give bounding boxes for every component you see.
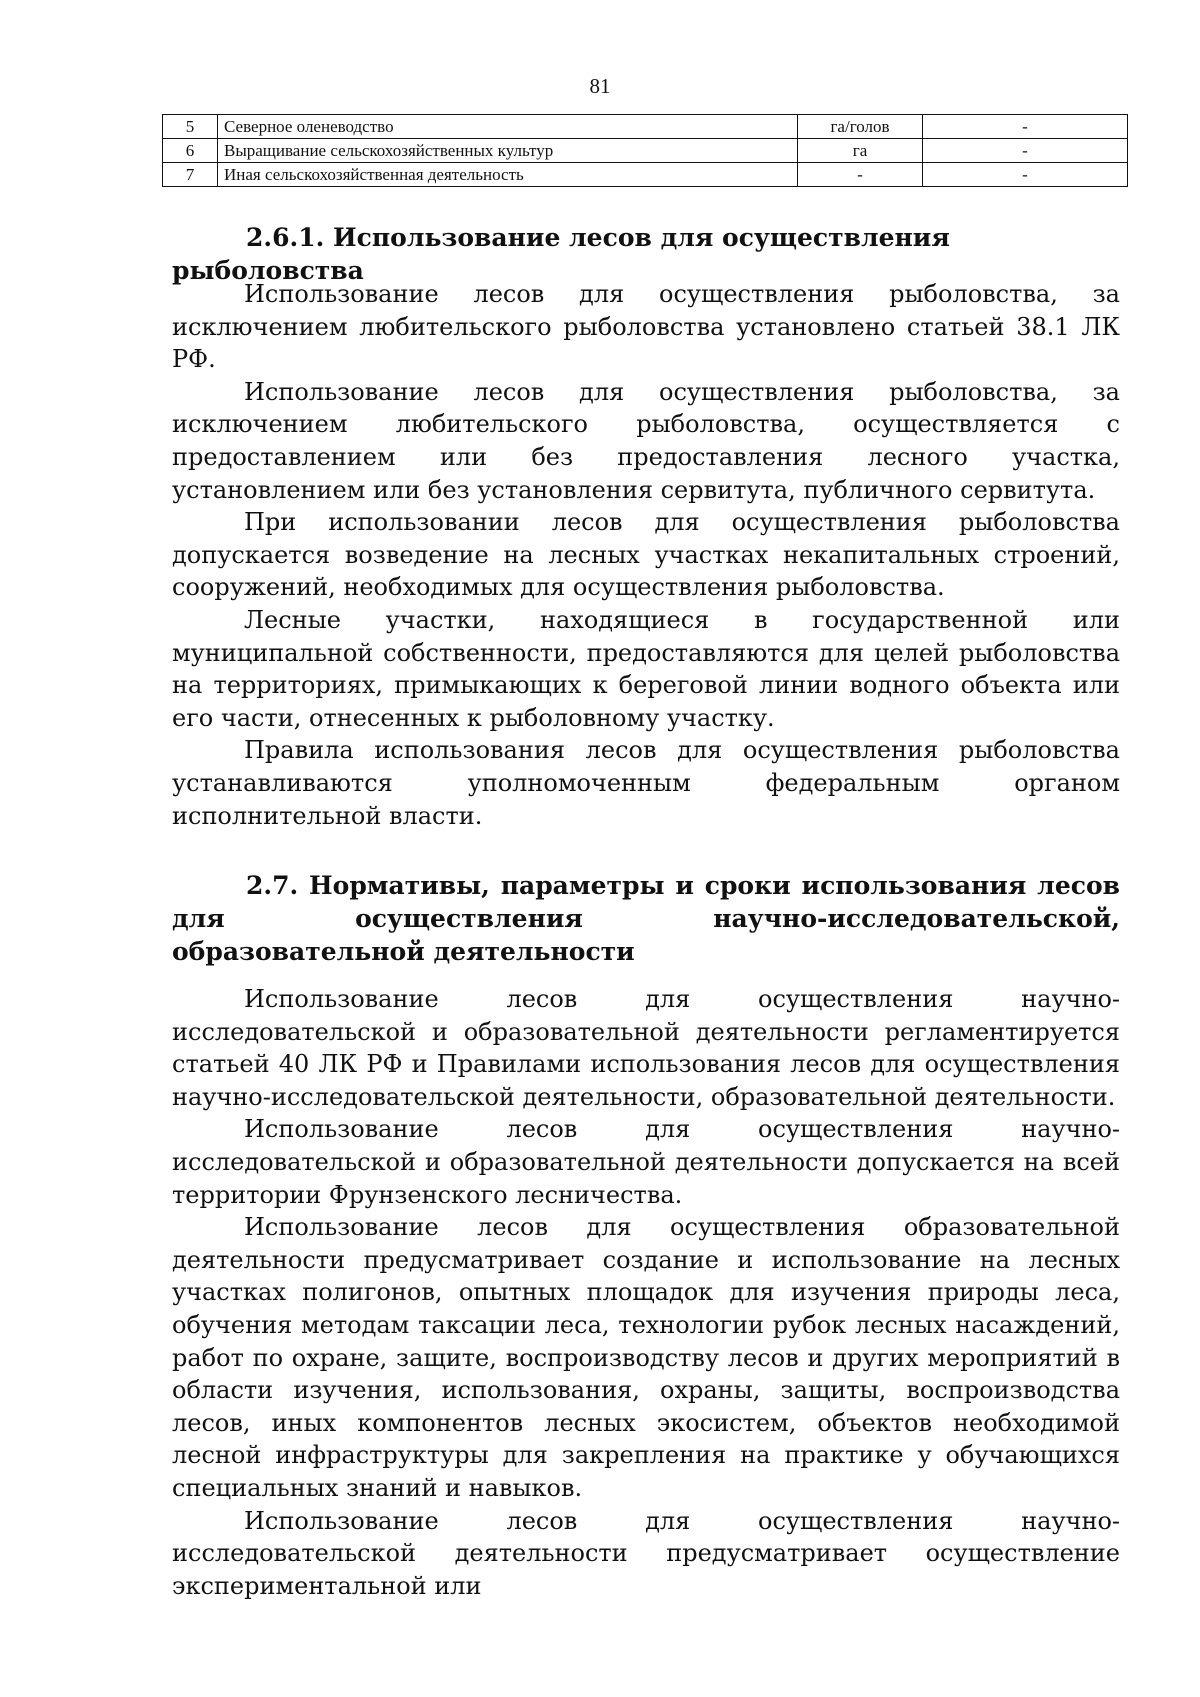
table-row [163, 139, 1128, 163]
section-heading-2-7: 2.7. Нормативы, параметры и сроки использования лесов для осуществления научно-исследовательской, образовательной деятельности [172, 871, 1120, 966]
section-heading-2-6-1: 2.6.1. Использование лесов для осуществления рыболовства [172, 223, 950, 285]
row-number: 5 [163, 115, 218, 139]
unit-cell: - [798, 163, 923, 187]
paragraph: Лесные участки, находящиеся в государственной или муниципальной собственности, предоставляются для целей рыболовства на территориях, примыкающих к береговой линии водного объекта или его части, отнесенных к рыболовному участку. [172, 605, 1120, 732]
paragraph: Использование лесов для осуществления образовательной деятельности предусматривает создание и использование на лесных участках полигонов, опытных площадок для изучения природы леса, обучения методам таксации леса, технологии рубок лесных насаждений, работ по охране, защите, воспроизводству лесов и других мероприятий в области изучения, использования, охраны, защиты, воспроизводства лесов, иных компонентов лесных экосистем, объектов необходимой лесной инфраструктуры для закрепления на практике у обучающихся специальных знаний и навыков. [172, 1213, 1120, 1502]
table-row [163, 163, 1128, 187]
activity-name: Иная сельскохозяйственная деятельность [218, 163, 798, 187]
value-cell: - [923, 115, 1128, 139]
land-use-table [162, 114, 1128, 187]
paragraph: Использование лесов для осуществления научно-исследовательской деятельности предусматривает осуществление экспериментальной или [172, 1506, 1120, 1600]
paragraph: Использование лесов для осуществления рыболовства, за исключением любительского рыболовства установлено статьей 38.1 ЛК РФ. [172, 280, 1120, 374]
unit-cell: га/голов [798, 115, 923, 139]
paragraph: При использовании лесов для осуществления рыболовства допускается возведение на лесных участках некапитальных строений, сооружений, необходимых для осуществления рыболовства. [172, 508, 1120, 602]
paragraph: Использование лесов для осуществления научно-исследовательской и образовательной деятельности регламентируется статьей 40 ЛК РФ и Правилами использования лесов для осуществления научно-исследовательской деятельности, образовательной деятельности. [172, 985, 1120, 1111]
row-number: 7 [163, 163, 218, 187]
table-row [163, 115, 1128, 139]
unit-cell: га [798, 139, 923, 163]
paragraph: Использование лесов для осуществления рыболовства, за исключением любительского рыболовства, осуществляется с предоставлением или без предоставления лесного участка, установлением или без установления сервитута, публичного сервитута. [172, 377, 1120, 504]
row-number: 6 [163, 139, 218, 163]
section-body-2-7 [172, 983, 1120, 1602]
value-cell: - [923, 139, 1128, 163]
page-number: 81 [589, 74, 611, 98]
activity-name: Северное оленеводство [218, 115, 798, 139]
activity-name: Выращивание сельскохозяйственных культур [218, 139, 798, 163]
paragraph: Правила использования лесов для осуществления рыболовства устанавливаются уполномоченным федеральным органом исполнительной власти. [172, 736, 1120, 830]
value-cell: - [923, 163, 1128, 187]
paragraph: Использование лесов для осуществления научно-исследовательской и образовательной деятельности допускается на всей территории Фрунзенского лесничества. [172, 1115, 1120, 1209]
section-body-2-6-1 [172, 278, 1120, 832]
